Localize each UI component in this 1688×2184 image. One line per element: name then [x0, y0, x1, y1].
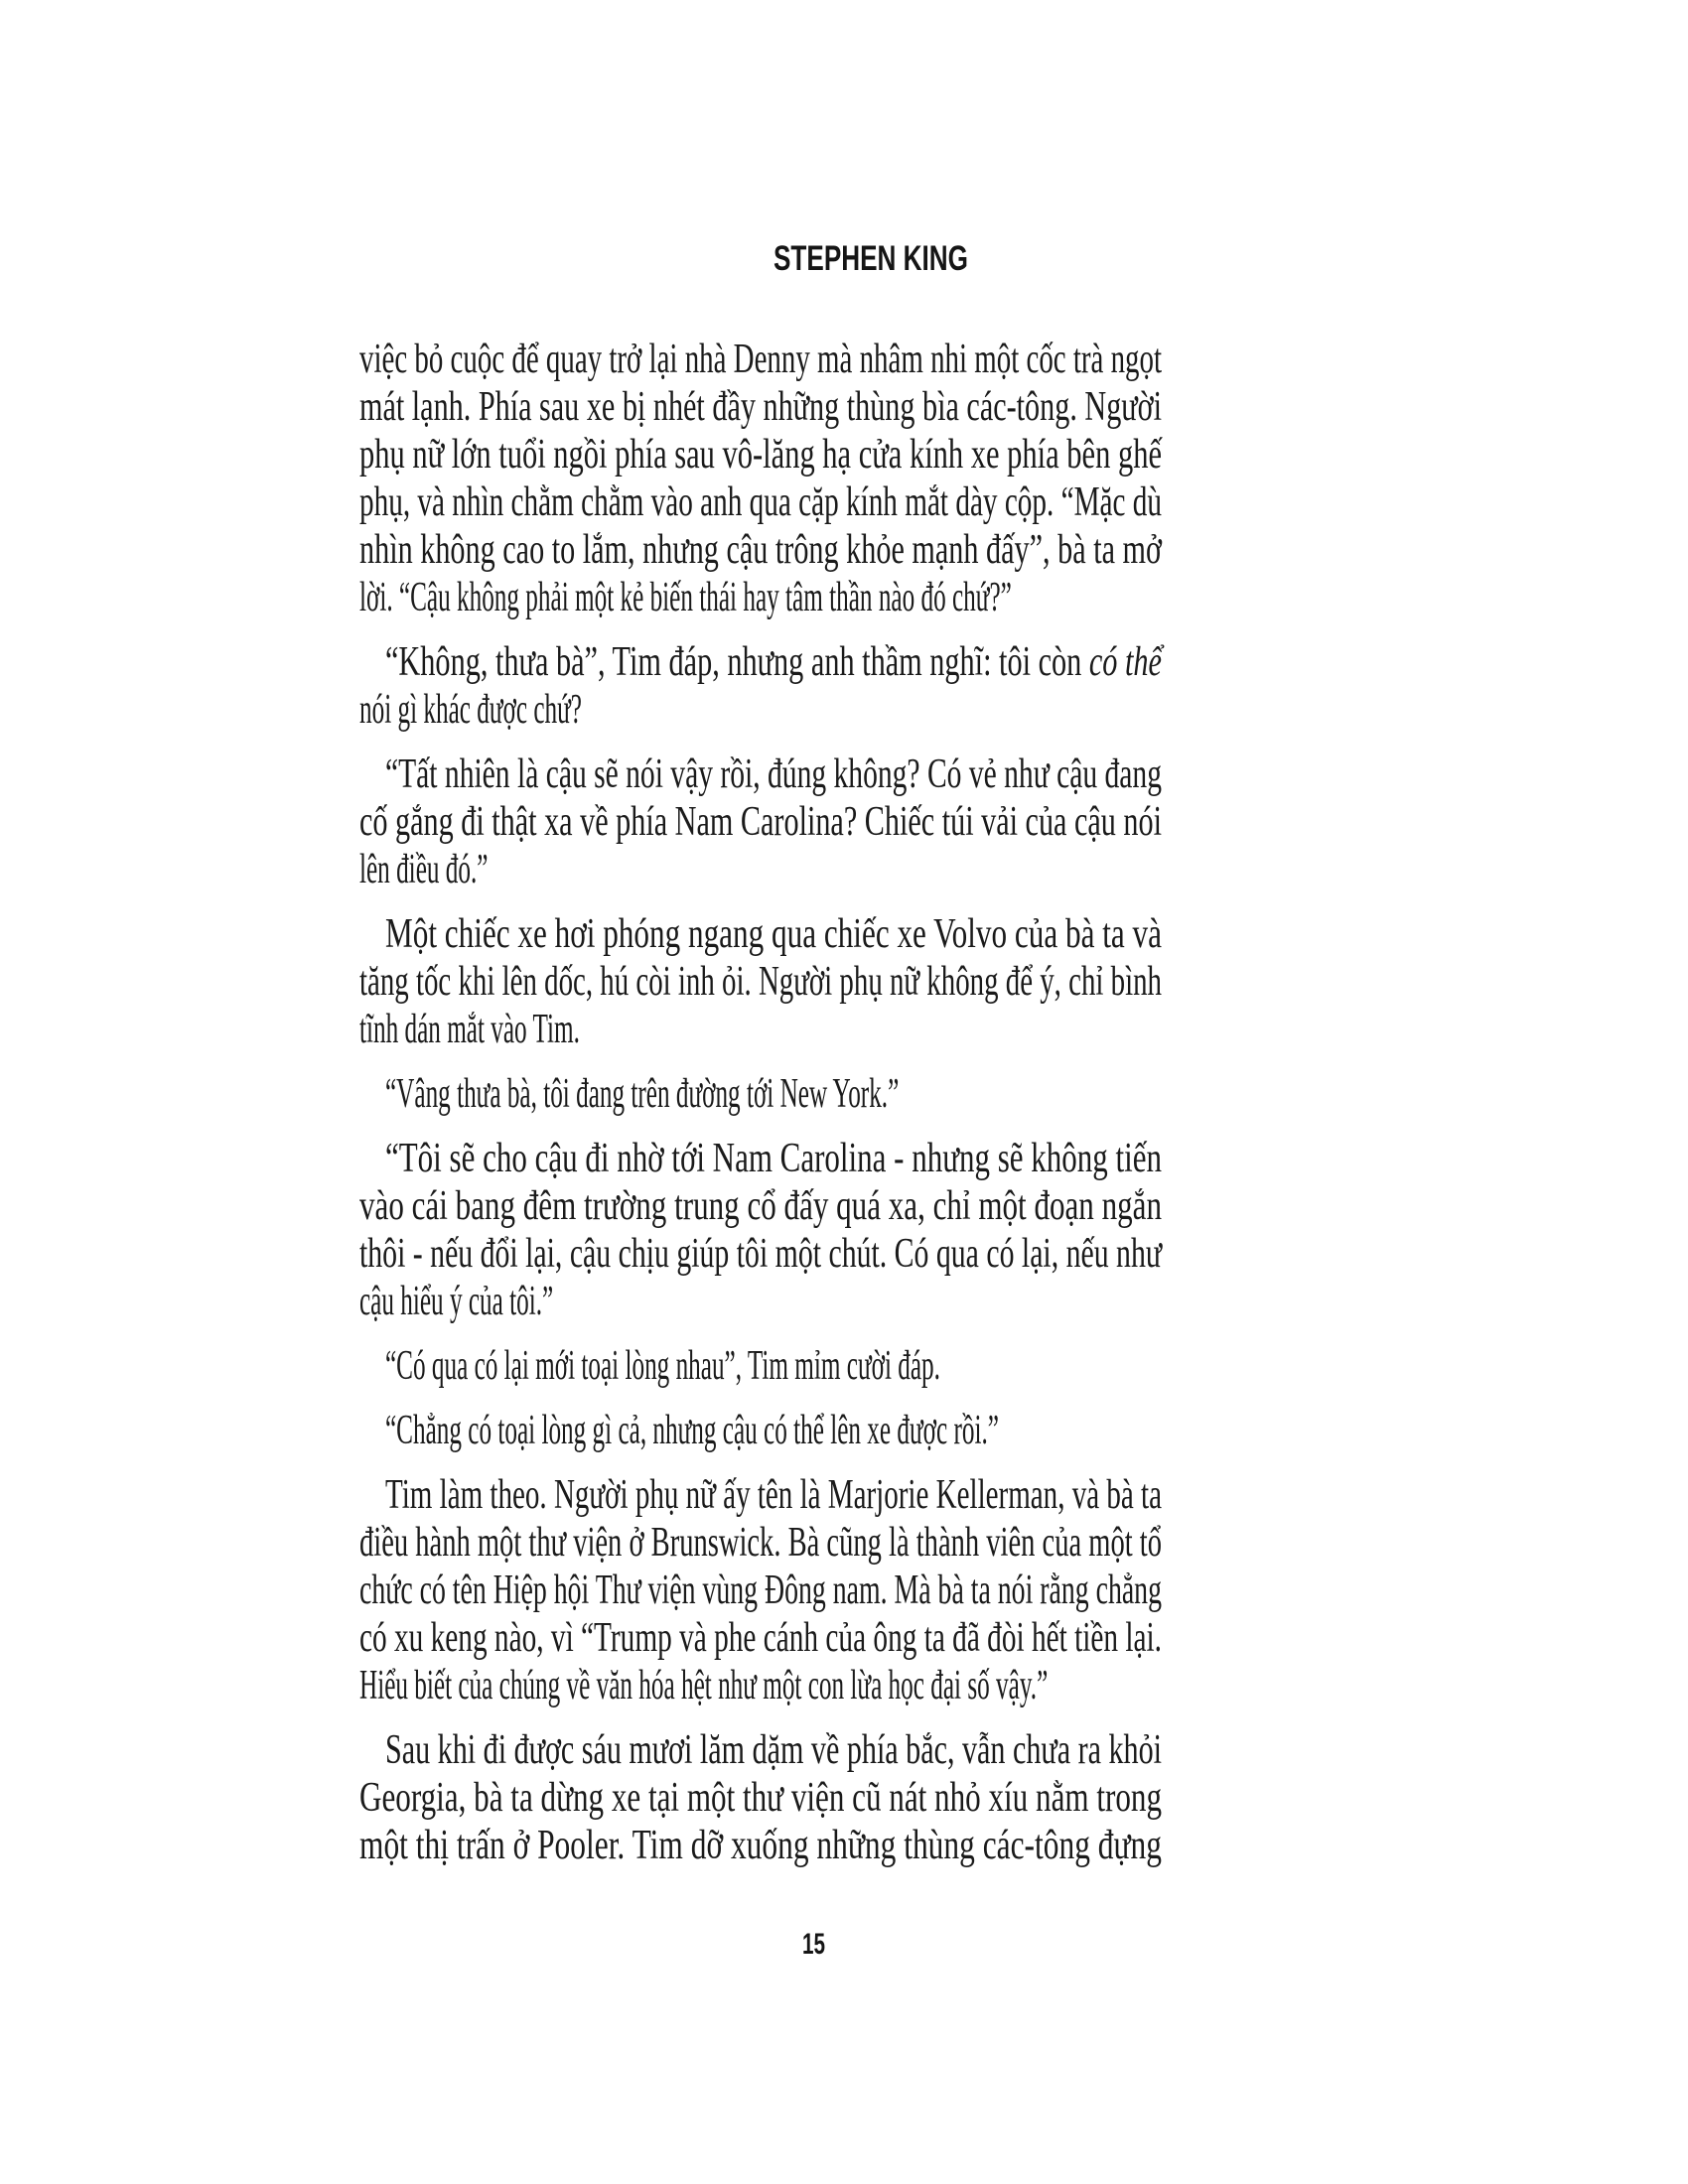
paragraph — [359, 751, 1162, 893]
text-line-content: “Chẳng có toại lòng gì cả, nhưng cậu có thể lên xe được rồi.” — [385, 1408, 999, 1453]
text-line — [359, 383, 1162, 431]
text-line-content: việc bỏ cuộc để quay trở lại nhà Denny mà nhâm nhi một cốc trà ngọt — [359, 337, 1162, 382]
text-line — [359, 910, 1162, 958]
text-line-content: Hiểu biết của chúng về văn hóa hệt như một con lừa học đại số vậy.” — [359, 1663, 1049, 1708]
text-line — [359, 1407, 1162, 1454]
text-line-content: “Có qua có lại mới toại lòng nhau”, Tim mỉm cười đáp. — [385, 1343, 940, 1389]
text-line — [359, 1774, 1162, 1822]
text-line — [359, 958, 1162, 1006]
paragraph — [359, 910, 1162, 1053]
text-line — [359, 686, 1162, 734]
text-line — [359, 1614, 1162, 1662]
text-line-content: nói gì khác được chứ? — [359, 687, 582, 733]
text-line-content: “Tôi sẽ cho cậu đi nhờ tới Nam Carolina - nhưng sẽ không tiến — [385, 1136, 1162, 1181]
paragraph — [359, 1070, 1162, 1118]
text-line-content: nhìn không cao to lắm, nhưng cậu trông khỏe mạnh đấy”, bà ta mở — [359, 527, 1162, 573]
paragraph — [359, 638, 1162, 734]
text-line — [359, 1342, 1162, 1390]
page-number-text: 15 — [802, 1928, 825, 1961]
text-line — [359, 1567, 1162, 1614]
text-line-content: Sau khi đi được sáu mươi lăm dặm về phía bắc, vẫn chưa ra khỏi — [385, 1727, 1162, 1773]
text-line-content: thôi - nếu đổi lại, cậu chịu giúp tôi một chút. Có qua có lại, nếu như — [359, 1231, 1162, 1277]
text-line-content: phụ nữ lớn tuổi ngồi phía sau vô-lăng hạ cửa kính xe phía bên ghế — [359, 432, 1162, 478]
text-line — [359, 574, 1162, 621]
text-line-content: “Không, thưa bà”, Tim đáp, nhưng anh thầm nghĩ: tôi còn có thể — [385, 639, 1162, 685]
text-line-content: Georgia, bà ta dừng xe tại một thư viện cũ nát nhỏ xíu nằm trong — [359, 1775, 1162, 1821]
text-line — [359, 1662, 1162, 1709]
text-line — [359, 1070, 1162, 1118]
text-line-content: một thị trấn ở Pooler. Tim dỡ xuống những thùng các-tông đựng — [359, 1823, 1162, 1868]
text-line — [359, 431, 1162, 478]
text-line — [359, 1519, 1162, 1567]
text-line-content: Một chiếc xe hơi phóng ngang qua chiếc xe Volvo của bà ta và — [385, 911, 1162, 957]
text-line-content: chức có tên Hiệp hội Thư viện vùng Đông nam. Mà bà ta nói rằng chẳng — [359, 1568, 1162, 1613]
body-text — [359, 336, 1162, 1869]
text-line-content: “Vâng thưa bà, tôi đang trên đường tới New York.” — [385, 1071, 900, 1117]
text-line-content: Tim làm theo. Người phụ nữ ấy tên là Marjorie Kellerman, và bà ta — [385, 1472, 1162, 1518]
text-line-content: “Tất nhiên là cậu sẽ nói vậy rồi, đúng không? Có vẻ như cậu đang — [385, 751, 1162, 797]
paragraph — [359, 336, 1162, 621]
paragraph — [359, 1135, 1162, 1325]
text-line — [359, 478, 1162, 526]
text-line — [359, 336, 1162, 383]
text-line — [359, 1471, 1162, 1519]
text-line — [359, 1822, 1162, 1869]
text-line — [359, 798, 1162, 846]
text-line-content: lời. “Cậu không phải một kẻ biến thái hay tâm thần nào đó chứ?” — [359, 575, 1012, 620]
paragraph — [359, 1407, 1162, 1454]
paragraph — [359, 1342, 1162, 1390]
text-line — [359, 1278, 1162, 1325]
text-line-content: điều hành một thư viện ở Brunswick. Bà cũng là thành viên của một tổ — [359, 1520, 1162, 1566]
text-line — [359, 1006, 1162, 1053]
paragraph — [359, 1471, 1162, 1709]
text-line — [359, 1726, 1162, 1774]
text-line — [359, 846, 1162, 893]
text-line — [359, 638, 1162, 686]
text-line-content: tăng tốc khi lên dốc, hú còi inh ỏi. Người phụ nữ không để ý, chỉ bình — [359, 959, 1162, 1005]
running-header — [774, 241, 1035, 276]
text-line — [359, 1182, 1162, 1230]
text-line-content: mát lạnh. Phía sau xe bị nhét đầy những thùng bìa các-tông. Người — [359, 384, 1162, 430]
page-number — [802, 1930, 835, 1960]
text-line-content: cố gắng đi thật xa về phía Nam Carolina? Chiếc túi vải của cậu nói — [359, 799, 1162, 845]
text-line-content: cậu hiểu ý của tôi.” — [359, 1279, 554, 1324]
text-line — [359, 1135, 1162, 1182]
text-line — [359, 1230, 1162, 1278]
text-line-content: vào cái bang đêm trường trung cổ đấy quá xa, chỉ một đoạn ngắn — [359, 1183, 1162, 1229]
text-line-content: tĩnh dán mắt vào Tim. — [359, 1007, 580, 1052]
text-line-content: lên điều đó.” — [359, 847, 489, 892]
text-line — [359, 751, 1162, 798]
text-line-content: có xu keng nào, vì “Trump và phe cánh của ông ta đã đòi hết tiền lại. — [359, 1615, 1162, 1661]
text-line — [359, 526, 1162, 574]
paragraph — [359, 1726, 1162, 1869]
text-line-content: phụ, và nhìn chằm chằm vào anh qua cặp kính mắt dày cộp. “Mặc dù — [359, 479, 1162, 525]
running-header-text: STEPHEN KING — [774, 239, 968, 278]
